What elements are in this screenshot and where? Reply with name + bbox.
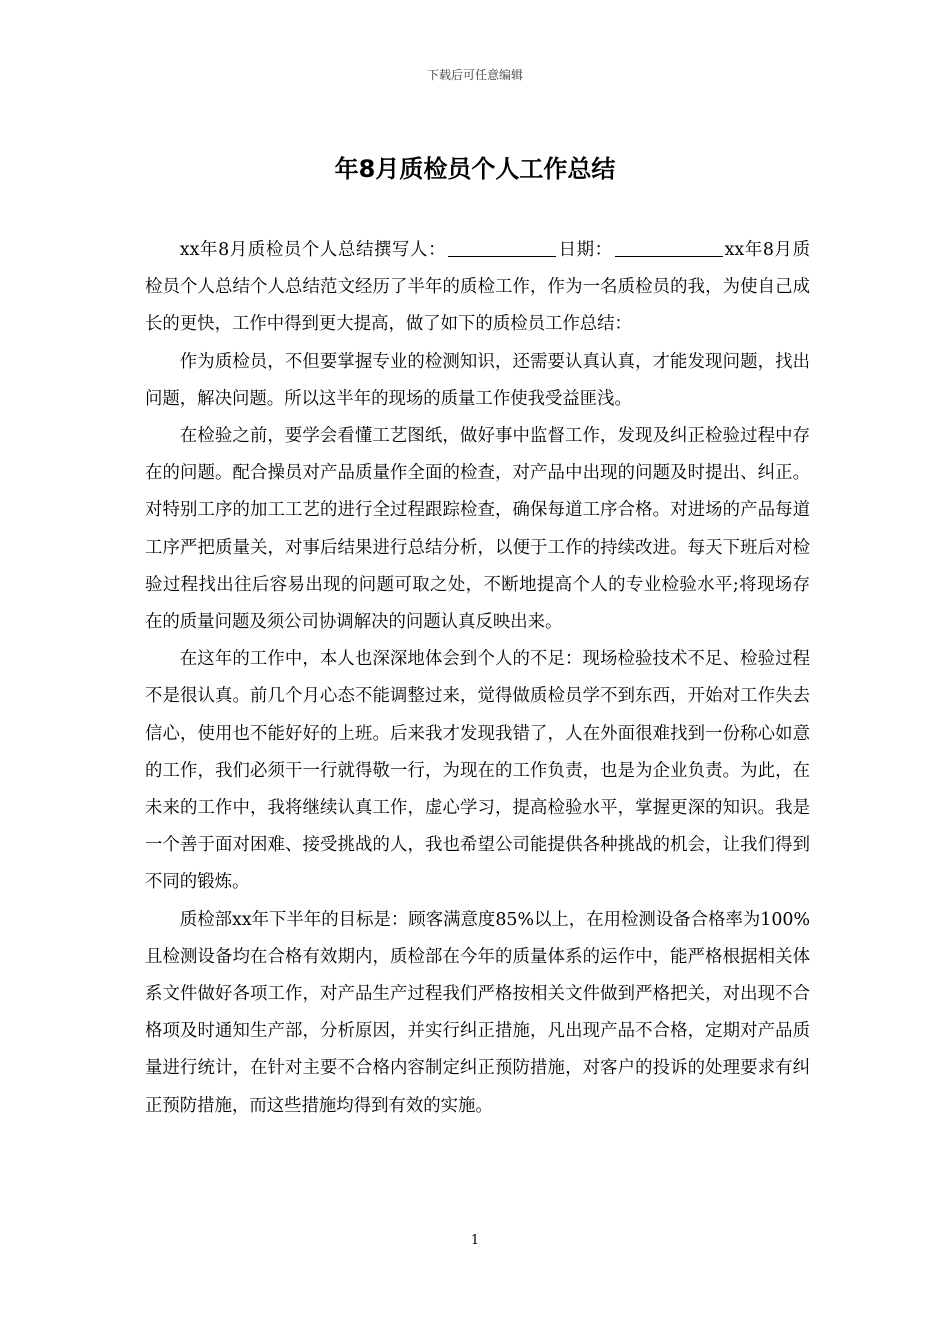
- document-body: [145, 232, 810, 1125]
- paragraph-2: 在检验之前，要学会看懂工艺图纸，做好事中监督工作，发现及纠正检验过程中存在的问题。配合操员对产品质量作全面的检查，对产品中出现的问题及时提出、纠正。对特别工序的加工工艺的进行全过程跟踪检查，确保每道工序合格。对进场的产品每道工序严把质量关，对事后结果进行总结分析，以便于工作的持续改进。每天下班后对检验过程找出往后容易出现的问题可取之处，不断地提高个人的专业检验水平;将现场存在的质量问题及须公司协调解决的问题认真反映出来。: [145, 426, 810, 633]
- intro-text: xx年8月质检员个人总结个人总结范文经历了半年的质检工作，作为一名质检员的我，为使自己成长的更快，工作中得到更大提高，做了如下的质检员工作总结：: [145, 240, 810, 335]
- page-number: 1: [470, 1233, 480, 1248]
- author-blank-line: [448, 239, 556, 257]
- intro-paragraph: [145, 232, 810, 344]
- paragraph-3: 在这年的工作中，本人也深深地体会到个人的不足：现场检验技术不足、检验过程不是很认真。前几个月心态不能调整过来，觉得做质检员学不到东西，开始对工作失去信心，使用也不能好好的上班。后来我才发现我错了，人在外面很难找到一份称心如意的工作，我们必须干一行就得敬一行，为现在的工作负责，也是为企业负责。为此，在未来的工作中，我将继续认真工作，虚心学习，提高检验水平，掌握更深的知识。我是一个善于面对困难、接受挑战的人，我也希望公司能提供各种挑战的机会，让我们得到不同的锻炼。: [145, 649, 810, 893]
- paragraph-4: 质检部xx年下半年的目标是：顾客满意度85%以上，在用检测设备合格率为100%且检测设备均在合格有效期内，质检部在今年的质量体系的运作中，能严格根据相关体系文件做好各项工作，对产品生产过程我们严格按相关文件做到严格把关，对出现不合格项及时通知生产部，分析原因，并实行纠正措施，凡出现产品不合格，定期对产品质量进行统计，在针对主要不合格内容制定纠正预防措施，对客户的投诉的处理要求有纠正预防措施，而这些措施均得到有效的实施。: [145, 909, 810, 1116]
- date-label: 日期：: [557, 240, 613, 260]
- document-title: 年8月质检员个人工作总结: [334, 155, 616, 183]
- paragraph-1: 作为质检员，不但要掌握专业的检测知识，还需要认真认真，才能发现问题，找出问题，解决问题。所以这半年的现场的质量工作使我受益匪浅。: [145, 351, 810, 409]
- date-blank-line: [615, 239, 723, 257]
- header-note: 下载后可任意编辑: [426, 68, 523, 82]
- author-label: xx年8月质检员个人总结撰写人：: [179, 240, 447, 260]
